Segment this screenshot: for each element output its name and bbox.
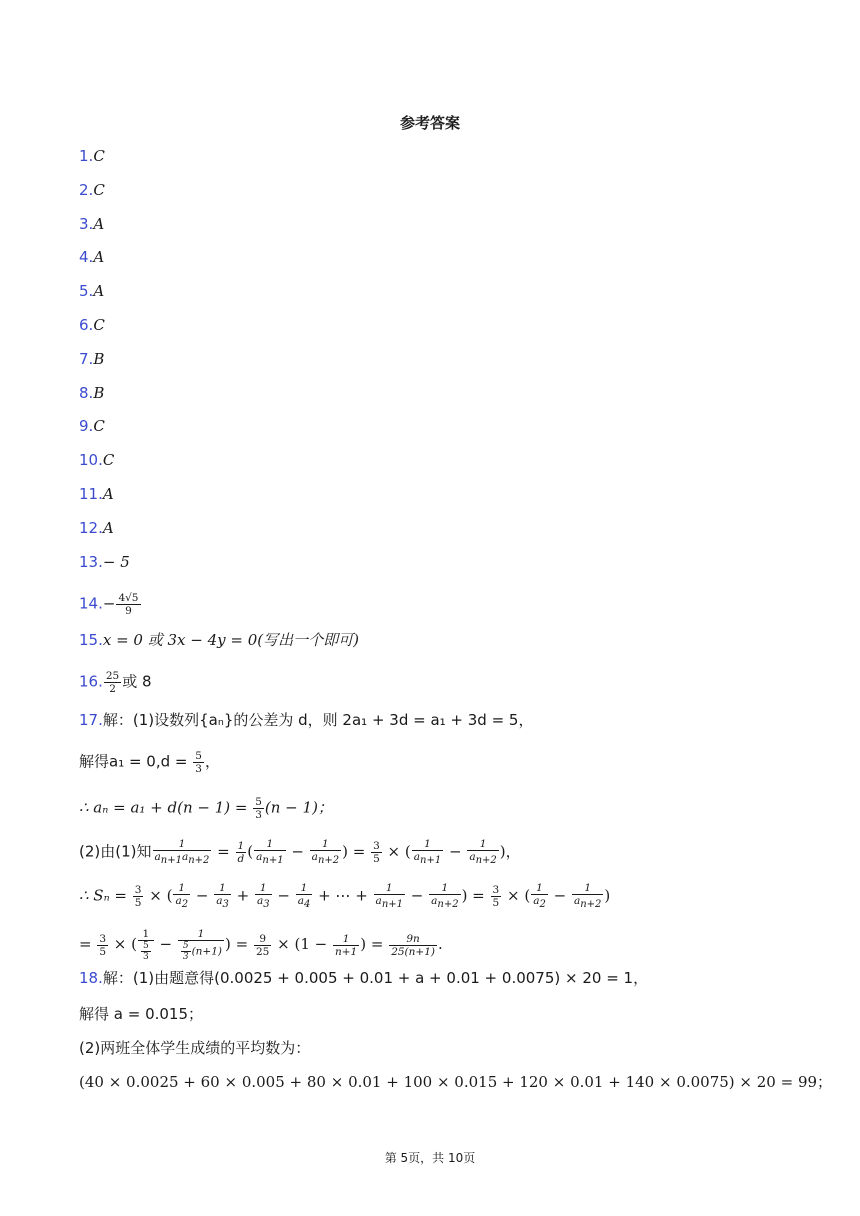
answer-item	[79, 450, 114, 470]
answer-item	[79, 416, 105, 436]
answer-value: A	[93, 282, 105, 301]
answer-number: 2.	[79, 180, 94, 199]
fraction: $\frac{25}{2}$	[105, 670, 120, 695]
q17-line-5: ∴ Sₙ = $\frac{3}{5}$ × ( $\frac{1}{a_2}$ − $\frac{1}{a_3}$ + $\frac{1}{a_3}$ − $\frac{1}{a_4}$ + ⋯ + $\frac{1}{a_{n+1}}$ − $\frac{1}{a_{n+2}}$ ) = $\frac{3}{5}$ × ( $\frac{1}{a_2}$ − $\frac{1}{a_{n+2}}$ )	[79, 882, 611, 911]
answer-value: A	[102, 518, 114, 537]
answer-item	[79, 383, 104, 403]
answer-16: 16. $\frac{25}{2}$ 或 8	[79, 670, 152, 695]
q17-line-4: (2)由(1)知 $\frac{1}{a_{n+1}a_{n+2}}$ = $\frac{1}{d}$ ( $\frac{1}{a_{n+1}}$ − $\frac{1}{a_{n+2}}$ ) = $\frac{3}{5}$ × ( $\frac{1}{a_{n+1}}$ − $\frac{1}{a_{n+2}}$ )，	[79, 838, 521, 867]
page-footer: 第 5页，共 10页	[384, 1151, 476, 1165]
answer-number: 1.	[79, 147, 94, 165]
q18-line-2: 解得 a = 0.015；	[79, 1005, 204, 1023]
answer-number: 18.	[79, 969, 103, 987]
answer-value: B	[93, 349, 105, 368]
answer-value: A	[93, 248, 105, 267]
answer-number: 7.	[79, 349, 94, 368]
answer-number: 5.	[79, 282, 94, 301]
answer-item	[79, 349, 104, 369]
answer-15: 15.x = 0 或 3x − 4y = 0(写出一个即可)	[79, 631, 359, 649]
q17-line-1: 17.解：(1)设数列{aₙ}的公差为 d，则 2a₁ + 3d = a₁ + 3d = 5，	[79, 711, 534, 729]
q18-line-1: 18.解：(1)由题意得(0.0025 + 0.005 + 0.01 + a + 0.01 + 0.0075) × 20 = 1，	[79, 969, 649, 987]
answer-number: 16.	[79, 672, 103, 691]
q17-line-3: ∴ aₙ = a₁ + d(n − 1) = $\frac{5}{3}$ (n − 1)；	[79, 796, 333, 821]
answer-item	[79, 518, 114, 538]
q18-line-4: (40 × 0.0025 + 60 × 0.005 + 80 × 0.01 + 100 × 0.015 + 120 × 0.01 + 140 × 0.0075) × 20 = 99；	[79, 1073, 833, 1091]
answer-item	[79, 214, 104, 234]
answer-item	[79, 484, 114, 504]
answer-14: 14.− $\frac{4√5}{9}$	[79, 592, 139, 617]
q17-line-6: = $\frac{3}{5}$ × ( $\frac{1}{\frac{5}{3}}$ − 1 $\frac{5}{3}$ (n+1) ) = $\frac{9}{25}$ × (1 − $\frac{1}{n+1}$ ) = $\frac{9n}{25(n+1)}$ .	[79, 928, 443, 962]
q17-line-2: 解得a₁ = 0,d = $\frac{5}{3}$ ，	[79, 750, 220, 775]
answer-number: 9.	[79, 417, 94, 436]
answer-number: 8.	[79, 383, 94, 402]
answer-value: C	[93, 180, 105, 199]
answer-number: 11.	[79, 485, 103, 503]
answer-value: C	[93, 316, 105, 334]
answer-number: 6.	[79, 316, 94, 334]
answer-item	[79, 146, 105, 166]
answer-number: 3.	[79, 214, 94, 233]
answer-item	[79, 180, 105, 200]
answer-value: A	[102, 485, 114, 503]
answer-value: A	[93, 214, 105, 233]
answer-number: 10.	[79, 451, 103, 470]
answer-value: C	[93, 417, 105, 436]
answer-number: 13.	[79, 552, 103, 571]
fraction: $\frac{5}{3}$	[255, 796, 262, 821]
answer-value: B	[93, 383, 105, 402]
answer-item	[79, 247, 104, 267]
answer-value: C	[102, 451, 115, 470]
page-title: 参考答案	[399, 114, 460, 132]
answer-item	[79, 552, 130, 572]
answer-number: 17.	[79, 711, 103, 729]
answer-value: − 5	[102, 552, 130, 571]
answer-item	[79, 281, 104, 301]
fraction: $\frac{4√5}{9}$	[118, 592, 139, 617]
answer-number: 15.	[79, 631, 103, 649]
answer-number: 12.	[79, 518, 103, 537]
answer-number: 4.	[79, 248, 94, 267]
answer-item	[79, 315, 105, 335]
answer-number: 14.	[79, 594, 103, 613]
q18-line-3: (2)两班全体学生成绩的平均数为：	[79, 1039, 311, 1057]
fraction: $\frac{5}{3}$	[195, 750, 202, 775]
answer-value: C	[93, 147, 105, 165]
